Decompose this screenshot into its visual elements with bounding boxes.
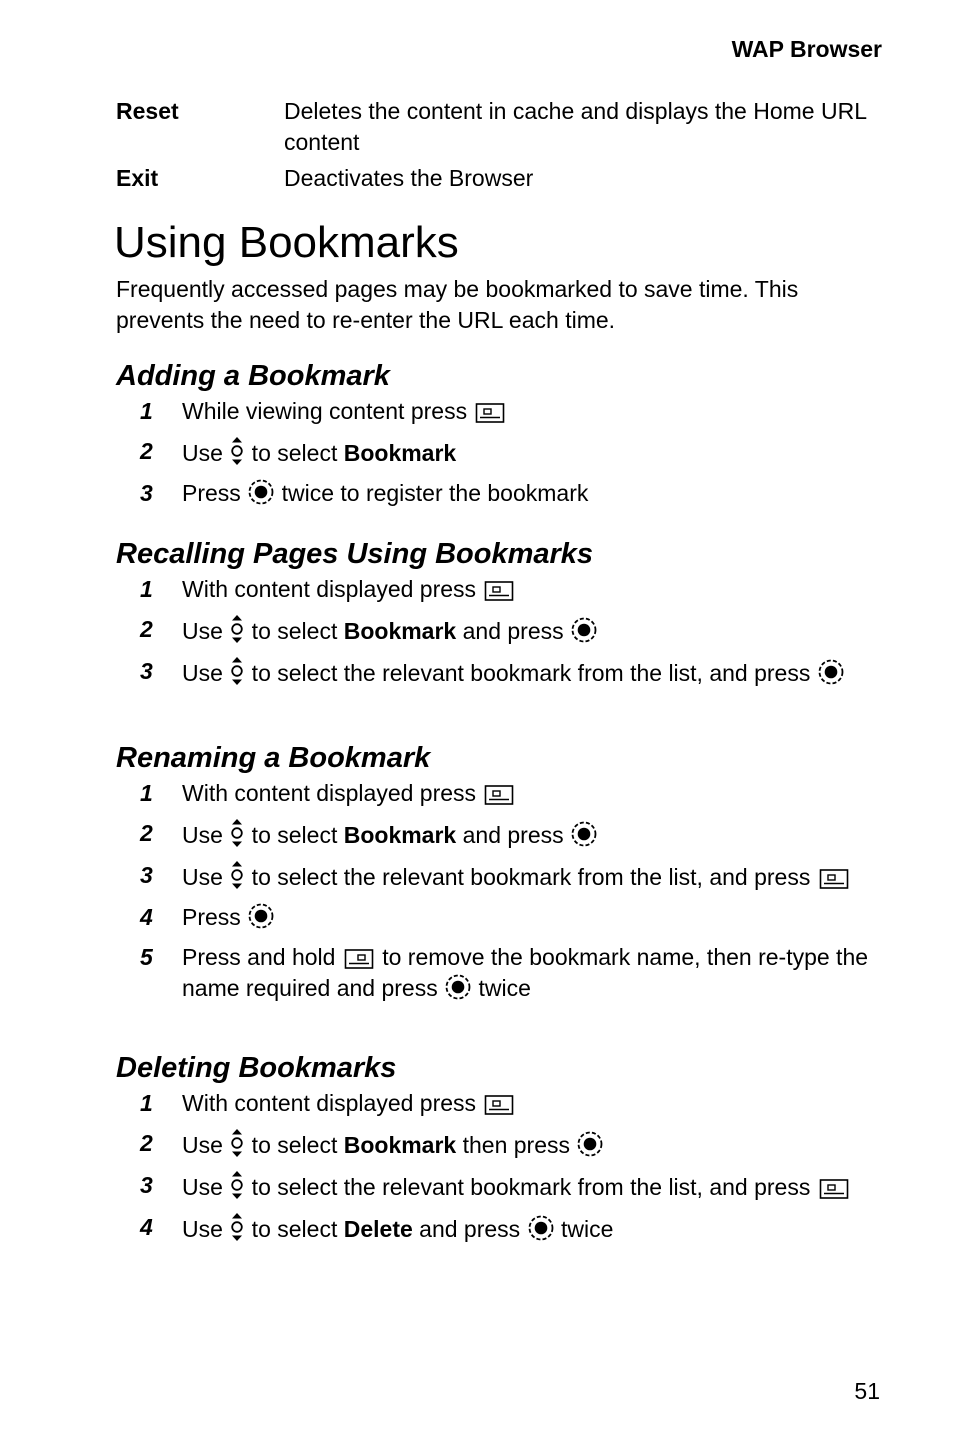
step-text: Use bbox=[182, 1216, 230, 1242]
step-text: to select bbox=[245, 1216, 344, 1242]
intro-paragraph: Frequently accessed pages may be bookmarked to save time. This prevents the need to re-enter the URL each time. bbox=[116, 276, 799, 333]
step-text: twice bbox=[472, 975, 531, 1001]
step-text: Use bbox=[182, 660, 230, 686]
step-text: Press and hold bbox=[182, 944, 342, 970]
step-text: With content displayed press bbox=[182, 780, 483, 806]
definition-description: Deactivates the Browser bbox=[284, 165, 534, 191]
softkey-icon bbox=[484, 784, 514, 806]
step-text: and press bbox=[456, 822, 571, 848]
step-number: 3 bbox=[140, 658, 153, 684]
navigation-key-icon bbox=[229, 1212, 245, 1242]
step-item bbox=[116, 902, 886, 933]
step-text: then press bbox=[456, 1132, 577, 1158]
step-number: 1 bbox=[140, 780, 153, 806]
step-item bbox=[116, 1088, 886, 1119]
step-text: While viewing content press bbox=[182, 398, 474, 424]
step-text: to select bbox=[245, 440, 344, 466]
page-number: 51 bbox=[854, 1378, 880, 1404]
step-number: 4 bbox=[140, 904, 153, 930]
select-key-icon bbox=[247, 478, 275, 506]
step-text: to select bbox=[245, 618, 344, 644]
step-list bbox=[116, 778, 886, 1004]
step-text: Use bbox=[182, 822, 230, 848]
section-adding-bookmark bbox=[116, 358, 886, 509]
step-item bbox=[116, 574, 886, 605]
running-header: WAP Browser bbox=[731, 36, 882, 62]
section-title: Renaming a Bookmark bbox=[116, 742, 431, 774]
step-number: 4 bbox=[140, 1214, 153, 1240]
select-key-icon bbox=[817, 658, 845, 686]
section-renaming-bookmark bbox=[116, 740, 886, 1004]
step-item bbox=[116, 1128, 886, 1161]
step-text: Press bbox=[182, 480, 248, 506]
definition-item bbox=[116, 96, 876, 158]
section-title: Recalling Pages Using Bookmarks bbox=[116, 538, 594, 570]
step-keyword: Bookmark bbox=[343, 1132, 457, 1158]
step-text: and press bbox=[412, 1216, 527, 1242]
softkey-icon bbox=[484, 1094, 514, 1116]
step-number: 1 bbox=[140, 398, 153, 424]
step-item bbox=[116, 942, 886, 1004]
select-key-icon bbox=[247, 902, 275, 930]
step-text: to select bbox=[245, 1132, 344, 1158]
step-text: Use bbox=[182, 1174, 230, 1200]
step-number: 1 bbox=[140, 1090, 153, 1116]
step-keyword: Bookmark bbox=[343, 822, 457, 848]
step-list bbox=[116, 396, 886, 509]
navigation-key-icon bbox=[229, 436, 245, 466]
step-item bbox=[116, 1212, 886, 1245]
step-number: 2 bbox=[140, 1130, 153, 1156]
select-key-icon bbox=[570, 616, 598, 644]
step-number: 3 bbox=[140, 1172, 153, 1198]
step-text: twice to register the bookmark bbox=[275, 480, 589, 506]
definition-term: Exit bbox=[116, 165, 159, 191]
definition-description: Deletes the content in cache and displays the Home URL content bbox=[284, 98, 867, 155]
step-item bbox=[116, 818, 886, 851]
step-text: Use bbox=[182, 440, 230, 466]
step-keyword: Bookmark bbox=[343, 618, 457, 644]
definition-item bbox=[116, 163, 876, 194]
step-text: and press bbox=[456, 618, 571, 644]
step-text: Use bbox=[182, 1132, 230, 1158]
step-item bbox=[116, 396, 886, 427]
step-text: to remove the bookmark name, then re-type the name required and press bbox=[182, 944, 869, 1001]
select-key-icon bbox=[570, 820, 598, 848]
step-text: Use bbox=[182, 618, 230, 644]
step-item bbox=[116, 778, 886, 809]
section-title: Deleting Bookmarks bbox=[116, 1052, 397, 1084]
definition-term: Reset bbox=[116, 98, 179, 124]
select-key-icon bbox=[527, 1214, 555, 1242]
step-number: 5 bbox=[140, 944, 153, 970]
step-number: 3 bbox=[140, 862, 153, 888]
step-list bbox=[116, 574, 886, 689]
softkey-icon bbox=[819, 1178, 849, 1200]
navigation-key-icon bbox=[229, 818, 245, 848]
step-number: 2 bbox=[140, 820, 153, 846]
step-item bbox=[116, 1170, 886, 1203]
step-text: to select the relevant bookmark from the list, and press bbox=[245, 864, 817, 890]
navigation-key-icon bbox=[229, 1170, 245, 1200]
navigation-key-icon bbox=[229, 860, 245, 890]
page-title: Using Bookmarks bbox=[114, 218, 459, 267]
softkey-icon bbox=[819, 868, 849, 890]
section-recalling-pages bbox=[116, 536, 886, 689]
step-text: Press bbox=[182, 904, 248, 930]
step-list bbox=[116, 1088, 886, 1245]
step-text: With content displayed press bbox=[182, 576, 483, 602]
step-text: twice bbox=[554, 1216, 614, 1242]
definition-list bbox=[116, 96, 876, 199]
navigation-key-icon bbox=[229, 656, 245, 686]
section-deleting-bookmarks bbox=[116, 1050, 886, 1245]
step-number: 3 bbox=[140, 480, 153, 506]
step-text: With content displayed press bbox=[182, 1090, 483, 1116]
step-text: Use bbox=[182, 864, 230, 890]
softkey-icon bbox=[344, 948, 374, 970]
step-keyword: Delete bbox=[343, 1216, 413, 1242]
step-text: to select bbox=[245, 822, 344, 848]
step-text: to select the relevant bookmark from the list, and press bbox=[245, 1174, 817, 1200]
select-key-icon bbox=[444, 973, 472, 1001]
step-keyword: Bookmark bbox=[343, 440, 457, 466]
softkey-icon bbox=[475, 402, 505, 424]
step-number: 2 bbox=[140, 438, 153, 464]
step-item bbox=[116, 860, 886, 893]
step-item bbox=[116, 614, 886, 647]
step-number: 1 bbox=[140, 576, 153, 602]
section-title: Adding a Bookmark bbox=[116, 360, 390, 392]
navigation-key-icon bbox=[229, 614, 245, 644]
step-item bbox=[116, 436, 886, 469]
navigation-key-icon bbox=[229, 1128, 245, 1158]
select-key-icon bbox=[576, 1130, 604, 1158]
step-text: to select the relevant bookmark from the list, and press bbox=[245, 660, 817, 686]
step-number: 2 bbox=[140, 616, 153, 642]
softkey-icon bbox=[484, 580, 514, 602]
step-item bbox=[116, 478, 886, 509]
step-item bbox=[116, 656, 886, 689]
